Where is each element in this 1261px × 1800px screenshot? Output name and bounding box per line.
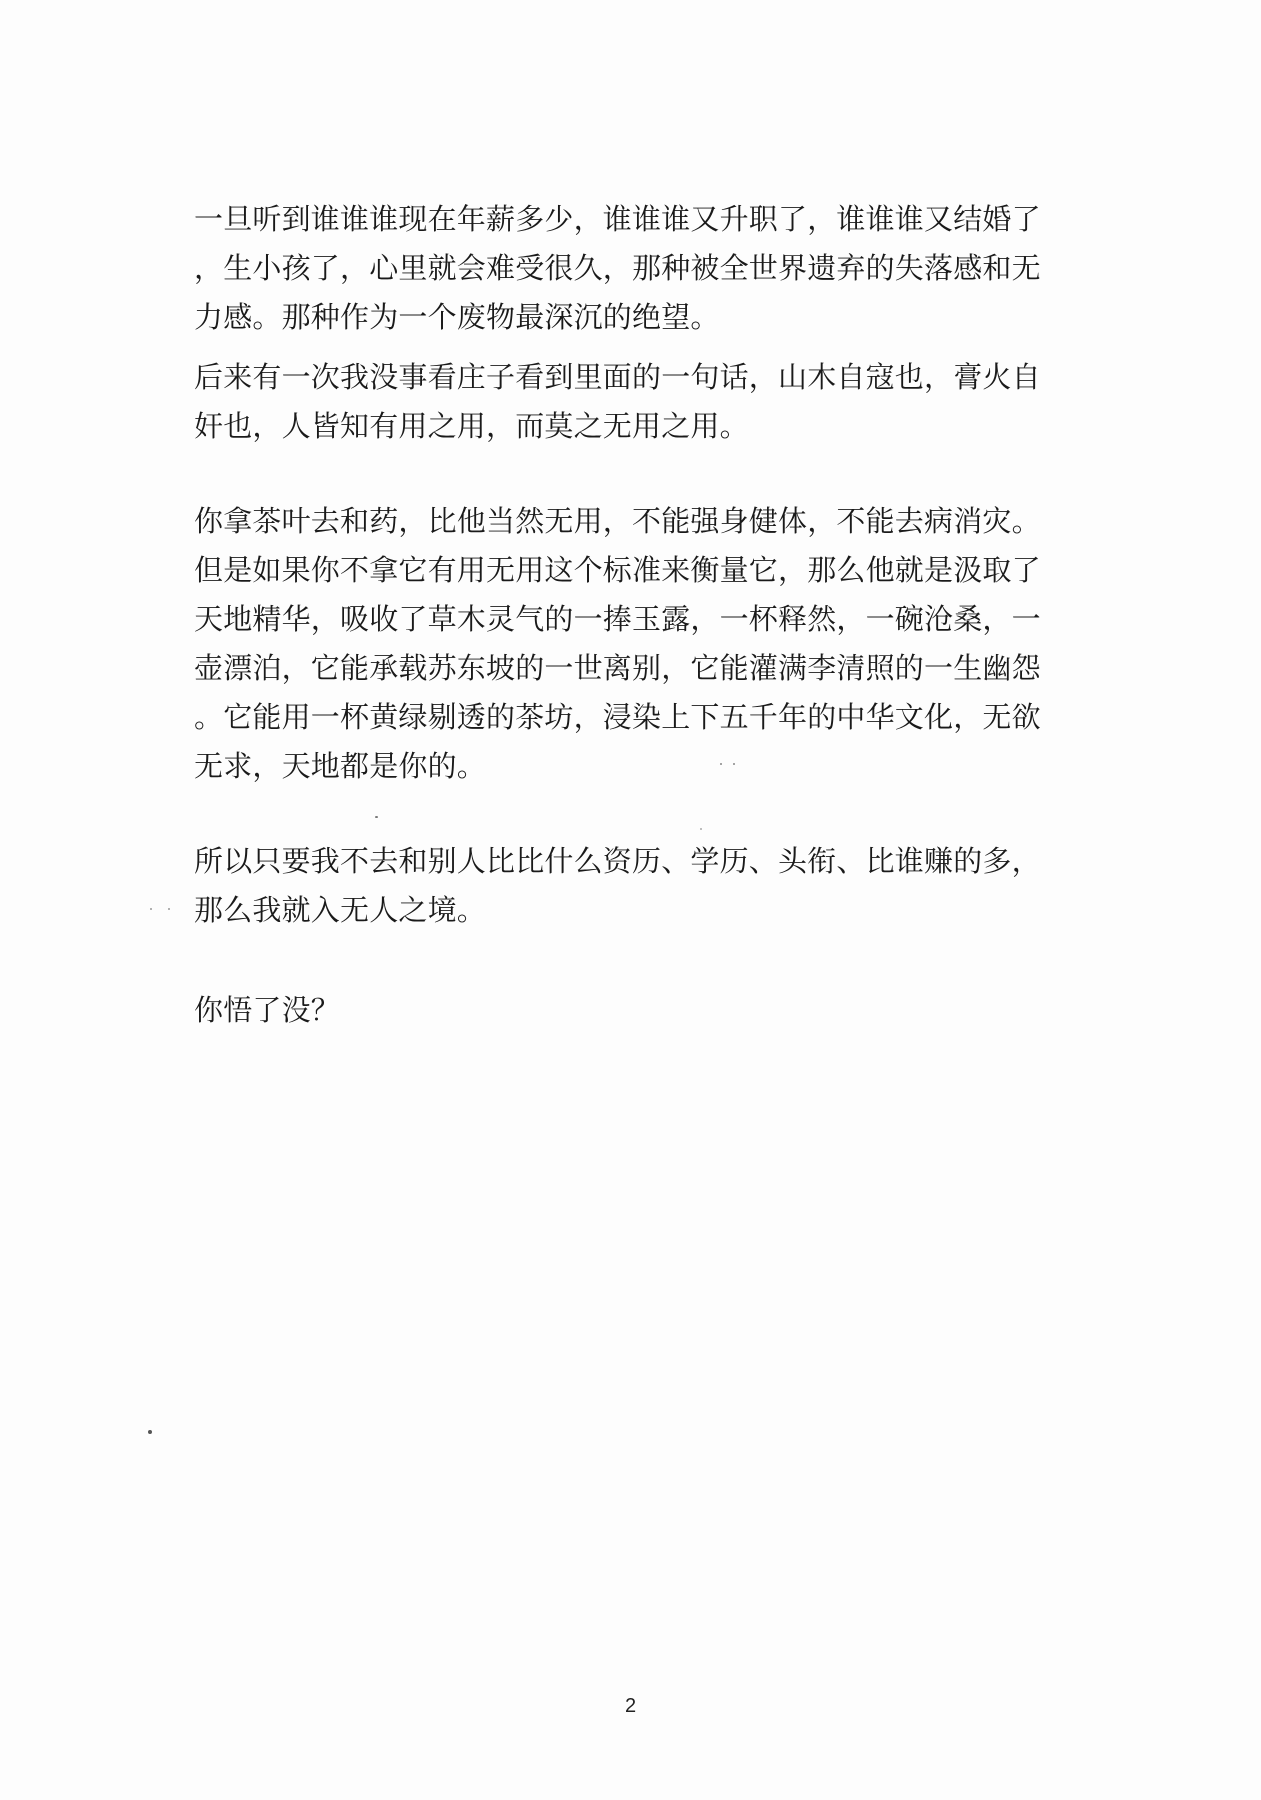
paragraph-4-line-1: 所以只要我不去和别人比比什么资历、学历、头衔、比谁赚的多， — [194, 844, 1041, 878]
paragraph-3-line-2: 但是如果你不拿它有用无用这个标准来衡量它，那么他就是汲取了 — [194, 553, 1041, 587]
paragraph-5-line-1: 你悟了没？ — [194, 993, 341, 1027]
scan-speck — [168, 908, 170, 910]
paragraph-1-line-1: 一旦听到谁谁谁现在年薪多少，谁谁谁又升职了，谁谁谁又结婚了 — [194, 202, 1041, 236]
paragraph-3-line-6: 无求，天地都是你的。 — [194, 749, 487, 783]
page-number: 2 — [624, 1695, 637, 1717]
paragraph-3-line-4: 壶漂泊，它能承载苏东坡的一世离别，它能灌满李清照的一生幽怨 — [194, 651, 1041, 685]
paragraph-2-line-1: 后来有一次我没事看庄子看到里面的一句话，山木自寇也，膏火自 — [194, 360, 1041, 394]
paragraph-3-line-1: 你拿茶叶去和药，比他当然无用，不能强身健体，不能去病消灾。 — [194, 504, 1041, 538]
paragraph-1-line-3: 力感。那种作为一个废物最深沉的绝望。 — [194, 300, 720, 334]
paragraph-3-line-3: 天地精华，吸收了草木灵气的一捧玉露，一杯释然，一碗沧桑，一 — [194, 602, 1041, 636]
scan-speck — [375, 816, 378, 818]
paragraph-4-line-2: 那么我就入无人之境。 — [194, 893, 487, 927]
scan-speck — [148, 1430, 152, 1434]
paragraph-1-line-2: ，生小孩了，心里就会难受很久，那种被全世界遗弃的失落感和无 — [194, 251, 1041, 285]
scan-speck — [733, 763, 735, 765]
paragraph-2-line-2: 奸也，人皆知有用之用，而莫之无用之用。 — [194, 409, 749, 443]
scan-speck — [150, 908, 152, 910]
scan-speck — [700, 828, 702, 830]
paragraph-3-line-5: 。它能用一杯黄绿剔透的茶坊，浸染上下五千年的中华文化，无欲 — [194, 700, 1041, 734]
scan-speck — [720, 763, 722, 765]
